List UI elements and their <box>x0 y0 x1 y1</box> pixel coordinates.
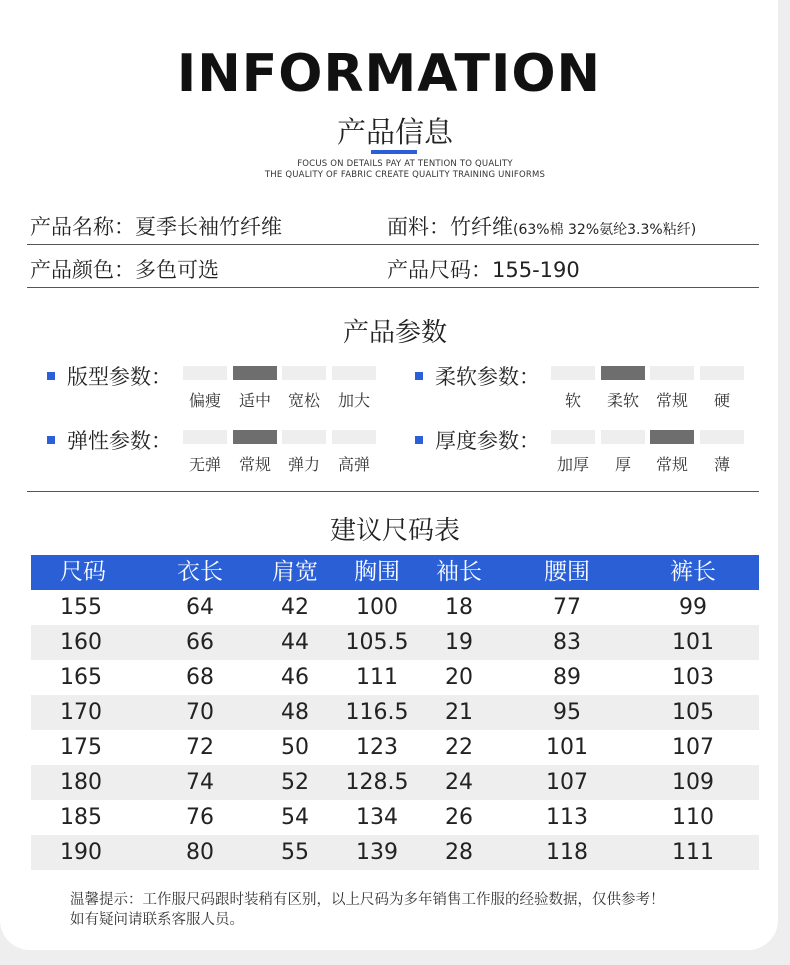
table-cell-text: 110 <box>672 805 714 830</box>
elasticity-param-level-box <box>183 430 227 444</box>
table-cell-text: 19 <box>445 630 473 655</box>
softness-param-option: 硬 <box>713 391 730 410</box>
tagline-line-1: FOCUS ON DETAILS PAY AT TENTION TO QUALITY <box>297 159 513 169</box>
table-row <box>31 835 759 870</box>
table-cell-text: 105.5 <box>345 630 409 655</box>
table-cell: 175 <box>60 735 102 760</box>
thickness-param-level-box <box>551 430 595 444</box>
table-cell-text: 134 <box>356 805 398 830</box>
softness-param-level-box <box>700 366 744 380</box>
table-cell-text: 28 <box>445 840 473 865</box>
fit-param-label <box>47 361 172 391</box>
table-cell-text: 113 <box>546 805 588 830</box>
size-chart-header <box>31 555 759 590</box>
info-row-color-size <box>27 246 759 288</box>
table-cell: 180 <box>60 770 102 795</box>
thickness-param-option: 常规 <box>655 455 688 474</box>
product-name <box>30 211 282 241</box>
elasticity-param-option: 无弹 <box>188 455 221 474</box>
table-cell: 155 <box>60 595 102 620</box>
table-cell-text: 95 <box>553 700 581 725</box>
softness-param-level-box <box>650 366 694 380</box>
table-row <box>31 590 759 625</box>
page-title-en: INFORMATION <box>176 44 602 104</box>
page-title-cn: 产品信息 <box>336 115 453 149</box>
softness-param-level-box <box>551 366 595 380</box>
product-name-value: 夏季长袖竹纤维 <box>135 215 282 239</box>
bullet-square-icon <box>415 372 423 380</box>
table-cell: 160 <box>60 630 102 655</box>
product-size-range <box>387 254 580 284</box>
softness-param-option: 柔软 <box>606 391 639 410</box>
table-cell-text: 18 <box>445 595 473 620</box>
table-cell-text: 99 <box>679 595 707 620</box>
fit-param-option: 宽松 <box>287 391 320 410</box>
fit-param-option: 加大 <box>337 391 370 410</box>
elasticity-param-option: 常规 <box>238 455 271 474</box>
softness-param-option: 常规 <box>655 391 688 410</box>
thickness-param-level-box <box>650 430 694 444</box>
elasticity-param-level-box <box>233 430 277 444</box>
elasticity-param-option: 弹力 <box>287 455 320 474</box>
fabric-value: 竹纤维 <box>450 215 513 239</box>
thickness-param-option: 薄 <box>713 455 730 474</box>
fit-param-option: 适中 <box>238 391 271 410</box>
table-cell-text: 109 <box>672 770 714 795</box>
elasticity-param-label <box>47 425 172 455</box>
table-row <box>31 765 759 800</box>
table-cell-text: 50 <box>281 735 309 760</box>
table-cell: 185 <box>60 805 102 830</box>
bullet-square-icon <box>47 372 55 380</box>
table-row <box>31 660 759 695</box>
fabric-label: 面料： <box>387 215 450 239</box>
table-cell-text: 70 <box>186 700 214 725</box>
thickness-param-option: 厚 <box>614 455 631 474</box>
elasticity-param-level-box <box>332 430 376 444</box>
table-cell-text: 83 <box>553 630 581 655</box>
bullet-square-icon <box>415 436 423 444</box>
color-label: 产品颜色： <box>30 258 135 282</box>
table-cell-text: 101 <box>546 735 588 760</box>
fit-param-label-text: 版型参数： <box>67 365 172 389</box>
table-cell-text: 76 <box>186 805 214 830</box>
thickness-param-label-text: 厚度参数： <box>435 429 540 453</box>
thickness-param-option: 加厚 <box>556 455 589 474</box>
table-cell-text: 89 <box>553 665 581 690</box>
note-line-2: 如有疑问请联系客服人员。 <box>70 912 244 928</box>
size-label: 产品尺码： <box>387 258 492 282</box>
table-cell-text: 100 <box>356 595 398 620</box>
softness-param-label <box>415 361 540 391</box>
table-cell-text: 111 <box>356 665 398 690</box>
info-row-name-fabric <box>27 203 759 245</box>
column-header-text: 衣长 <box>177 559 223 585</box>
table-row <box>31 730 759 765</box>
table-cell-text: 118 <box>546 840 588 865</box>
params-title: 产品参数 <box>342 318 447 348</box>
table-cell-text: 139 <box>356 840 398 865</box>
table-cell-text: 21 <box>445 700 473 725</box>
elasticity-param-option: 高弹 <box>337 455 370 474</box>
table-cell-text: 123 <box>356 735 398 760</box>
table-row <box>31 625 759 660</box>
table-cell-text: 46 <box>281 665 309 690</box>
table-cell-text: 20 <box>445 665 473 690</box>
size-chart-title: 建议尺码表 <box>329 516 460 546</box>
product-name-label: 产品名称： <box>30 215 135 239</box>
fit-param-level-box <box>282 366 326 380</box>
table-cell-text: 103 <box>672 665 714 690</box>
table-cell: 170 <box>60 700 102 725</box>
table-cell-text: 52 <box>281 770 309 795</box>
table-cell-text: 26 <box>445 805 473 830</box>
elasticity-param-level-box <box>282 430 326 444</box>
table-cell-text: 116.5 <box>345 700 409 725</box>
thickness-param-label <box>415 425 540 455</box>
table-cell-text: 68 <box>186 665 214 690</box>
table-cell: 165 <box>60 665 102 690</box>
table-cell-text: 55 <box>281 840 309 865</box>
table-cell-text: 105 <box>672 700 714 725</box>
table-cell-text: 107 <box>672 735 714 760</box>
product-fabric <box>387 211 696 241</box>
table-cell-text: 101 <box>672 630 714 655</box>
table-cell-text: 64 <box>186 595 214 620</box>
table-cell-text: 24 <box>445 770 473 795</box>
table-cell-text: 22 <box>445 735 473 760</box>
title-underline <box>371 150 417 154</box>
elasticity-param-label-text: 弹性参数： <box>67 429 172 453</box>
table-cell-text: 77 <box>553 595 581 620</box>
bullet-square-icon <box>47 436 55 444</box>
softness-param-level-box <box>601 366 645 380</box>
table-cell-text: 72 <box>186 735 214 760</box>
softness-param-label-text: 柔软参数： <box>435 365 540 389</box>
table-cell-text: 48 <box>281 700 309 725</box>
table-row <box>31 695 759 730</box>
table-cell-text: 66 <box>186 630 214 655</box>
thickness-param-level-box <box>601 430 645 444</box>
column-header-text: 腰围 <box>544 559 590 585</box>
column-header-text: 袖长 <box>436 559 482 585</box>
product-color <box>30 254 219 284</box>
fit-param-option: 偏瘦 <box>188 391 221 410</box>
fit-param-level-box <box>332 366 376 380</box>
fit-param-level-box <box>233 366 277 380</box>
column-header-text: 胸围 <box>354 559 400 585</box>
thickness-param-level-box <box>700 430 744 444</box>
size-chart-table <box>31 555 759 870</box>
column-header: 尺码 <box>60 559 106 585</box>
section-divider <box>27 491 759 492</box>
size-value: 155-190 <box>492 258 580 282</box>
table-cell-text: 80 <box>186 840 214 865</box>
table-cell-text: 107 <box>546 770 588 795</box>
table-cell: 190 <box>60 840 102 865</box>
softness-param-option: 软 <box>564 391 581 410</box>
table-cell-text: 128.5 <box>345 770 409 795</box>
column-header-text: 裤长 <box>670 559 716 585</box>
fabric-detail: (63%棉 32%氨纶3.3%粘纤) <box>513 222 697 238</box>
table-cell-text: 54 <box>281 805 309 830</box>
column-header-text: 肩宽 <box>272 559 318 585</box>
table-cell-text: 42 <box>281 595 309 620</box>
color-value: 多色可选 <box>135 258 219 282</box>
note-line-1: 温馨提示：工作服尺码跟时装稍有区别，以上尺码为多年销售工作服的经验数据，仅供参考！ <box>70 892 665 908</box>
fit-param-level-box <box>183 366 227 380</box>
table-cell-text: 74 <box>186 770 214 795</box>
table-cell-text: 44 <box>281 630 309 655</box>
table-row <box>31 800 759 835</box>
table-cell-text: 111 <box>672 840 714 865</box>
tagline-line-2: THE QUALITY OF FABRIC CREATE QUALITY TRAINING UNIFORMS <box>264 170 546 180</box>
